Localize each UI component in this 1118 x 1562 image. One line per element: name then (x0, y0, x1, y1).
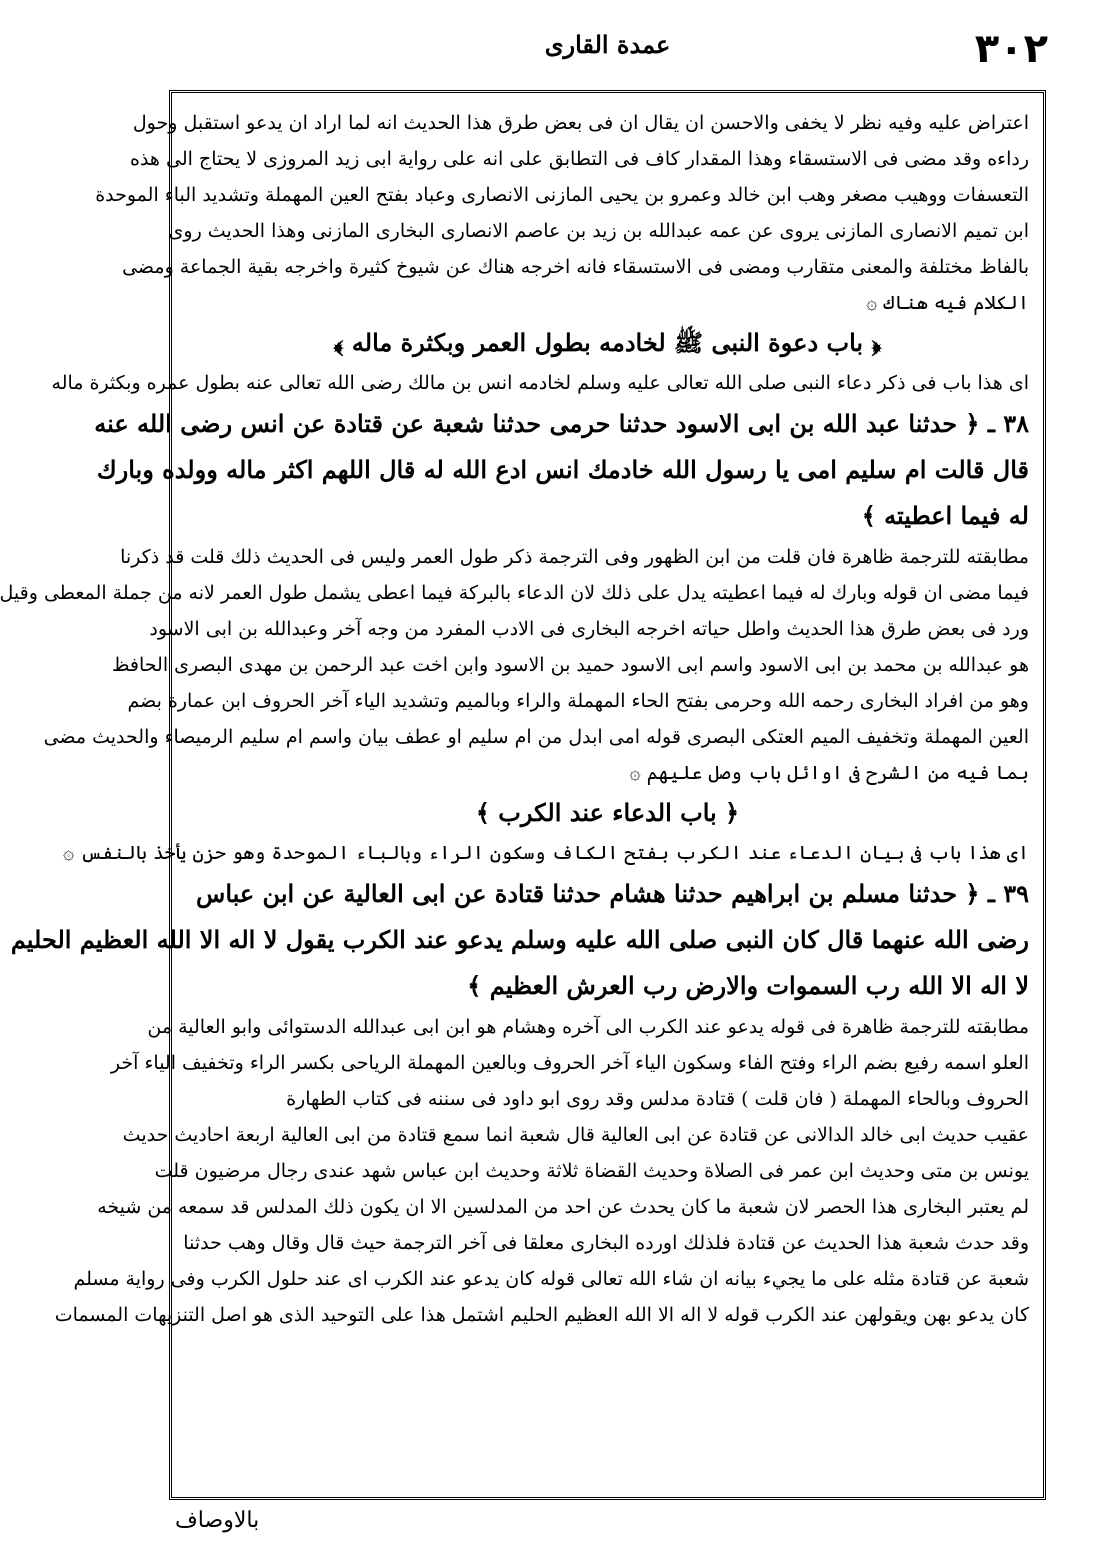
commentary-line: الحروف وبالحاء المهملة ( فان قلت ) قتادة مدلس وقد روى ابو داود فى سننه فى كتاب الطهارة (286, 1088, 1029, 1110)
text-frame (0, 90, 1046, 1500)
commentary-line: لم يعتبر البخارى هذا الحصر لان شعبة ما كان يحدث عن احد من المدلسين الا ان يكون ذلك المدلس قد سمعه من شيخه (97, 1196, 1029, 1218)
text-line: رداءه وقد مضى فى الاستسقاء وهذا المقدار كاف فى التطابق على انه على رواية ابى زيد المروزى لا يحتاج الى هذه (130, 148, 1029, 170)
commentary-line: مطابقته للترجمة ظاهرة فان قلت من ابن الظهور وفى الترجمة ذكر طول العمر وليس فى الحديث ذلك قلت قد ذكرنا (120, 546, 1029, 568)
commentary-line: مطابقته للترجمة ظاهرة فى قوله يدعو عند الكرب الى آخره وهشام هو ابن ابى عبدالله الدستوائى وابو العالية من (147, 1016, 1029, 1038)
commentary-line: عقيب حديث ابى خالد الدالانى عن قتادة عن ابى العالية قال شعبة انما سمع قتادة من ابى العالية اربعة احاديث حديث (122, 1124, 1029, 1146)
chapter-gloss: اى هذا باب فى ذكر دعاء النبى صلى الله تعالى عليه وسلم لخادمه انس بن مالك رضى الله تعالى عنه بطول عمره وبكثرة ماله (51, 372, 1029, 394)
hadith-line: ٣٩ ـ ﴿ حدثنا مسلم بن ابراهيم حدثنا هشام حدثنا قتادة عن ابى العالية عن ابن عباس (196, 879, 1029, 908)
text-line: اعتراض عليه وفيه نظر لا يخفى والاحسن ان يقال ان فى بعض طرق هذا الحديث انه لما اراد ان يدعو استقبل وحول (132, 112, 1029, 134)
commentary-line: وهو من افراد البخارى رحمه الله وحرمى بفتح الحاء المهملة والراء وبالميم وتشديد الياء آخر الحروف ابن عمارة بضم (127, 690, 1029, 712)
commentary-line: العلو اسمه رفيع بضم الراء وفتح الفاء وسكون الياء آخر الحروف وبالعين المهملة الرياحى بكسر الراء وتخفيف الياء آخر (110, 1052, 1029, 1074)
page-header (157, 20, 1058, 90)
commentary-line: شعبة عن قتادة مثله على ما يجيء بيانه ان شاء الله تعالى قوله كان يدعو عند الكرب اى عند حلول الكرب وفى رواية مسلم (73, 1268, 1029, 1290)
text-line: ابن تميم الانصارى المازنى يروى عن عمه عبدالله بن زيد بن عاصم الانصارى البخارى المازنى وهذا الحديث روى (168, 220, 1029, 242)
hadith-line: له فيما اعطيته ﴾ (861, 501, 1029, 530)
commentary-line: بما فيه من الشرح فى اوائل باب وصل عليهم ۞ (629, 762, 1029, 784)
commentary-line: كان يدعو بهن ويقولهن عند الكرب قوله لا اله الا الله العظيم الحليم اشتمل هذا على التوحيد الذى هو اصل التنزيهات المسمات (54, 1304, 1029, 1326)
commentary-line: فيما مضى ان قوله وبارك له فيما اعطيته يدل على ذلك لان الدعاء بالبركة فيما اعطى يشمل طول العمر لانه من جملة المعطى وقيل (0, 582, 1029, 604)
commentary-line: هو عبدالله بن محمد بن ابى الاسود واسم ابى الاسود حميد بن الاسود وابن اخت عبد الرحمن بن مهدى البصرى الحافظ (111, 654, 1029, 676)
chapter-heading: ﴿ باب دعوة النبى ﷺ لخادمه بطول العمر وبكثرة ماله ﴾ (333, 328, 882, 357)
page-number: ٣٠٢ (974, 26, 1048, 72)
commentary-line: يونس بن متى وحديث ابن عمر فى الصلاة وحديث القضاة ثلاثة وحديث ابن عباس شهد عندى رجال مرضيون قلت (154, 1160, 1029, 1182)
hadith-line: رضى الله عنهما قال كان النبى صلى الله عليه وسلم يدعو عند الكرب يقول لا اله الا الله العظيم الحليم (10, 925, 1029, 954)
text-line: بالفاظ مختلفة والمعنى متقارب ومضى فى الاستسقاء فانه اخرجه هناك عن شيوخ كثيرة واخرجه بقية الجماعة ومضى (122, 256, 1029, 278)
catchword: بالاوصاف (175, 1508, 260, 1533)
text-line: التعسفات ووهيب مصغر وهب ابن خالد وعمرو بن يحيى المازنى الانصارى وعباد بفتح العين المهملة وتشديد الباء الموحدة (95, 184, 1029, 206)
hadith-line: لا اله الا الله رب السموات والارض رب العرش العظيم ﴾ (467, 971, 1029, 1000)
commentary-line: العين المهملة وتخفيف الميم العتكى البصرى قوله امى ابدل من ام سليم او عطف بيان واسم ام سليم الرميصاء والحديث مضى (43, 726, 1029, 748)
commentary-line: وقد حدث شعبة هذا الحديث عن قتادة فلذلك اورده البخارى معلقا فى آخر الترجمة حيث قال وقال وهب حدثنا (183, 1232, 1029, 1254)
hadith-line: قال قالت ام سليم امى يا رسول الله خادمك انس ادع الله له قال اللهم اكثر ماله وولده وبارك (96, 455, 1029, 484)
hadith-line: ٣٨ ـ ﴿ حدثنا عبد الله بن ابى الاسود حدثنا حرمى حدثنا شعبة عن قتادة عن انس رضى الله عنه (94, 409, 1029, 438)
text-line: الكلام فيه هناك ۞ (866, 292, 1029, 314)
commentary-line: ورد فى بعض طرق هذا الحديث واطل حياته اخرجه البخارى فى الادب المفرد من وجه آخر وعبدالله بن ابى الاسود (149, 618, 1029, 640)
chapter-gloss: اى هذا باب فى بيان الدعاء عند الكرب بفتح الكاف وسكون الراء وبالباء الموحدة وهو حزن يأخذ بالنفس ۞ (63, 842, 1029, 864)
chapter-heading: ﴿ باب الدعاء عند الكرب ﴾ (475, 798, 740, 827)
running-title: عمدة القارى (544, 30, 671, 59)
